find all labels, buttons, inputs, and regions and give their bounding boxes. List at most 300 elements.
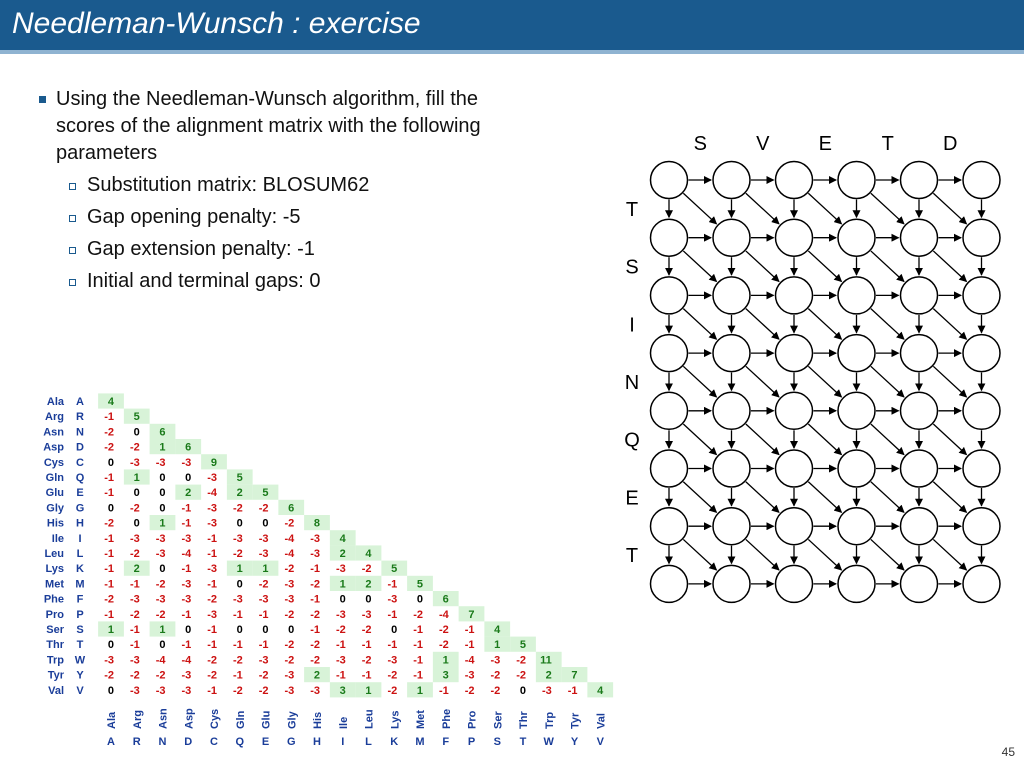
left-sequence-letter: T — [625, 198, 639, 221]
matrix-cell: -3 — [207, 517, 217, 530]
matrix-cell: -2 — [207, 654, 217, 667]
row-label-one: R — [76, 411, 84, 424]
matrix-cell: 0 — [159, 639, 166, 652]
graph-node — [901, 508, 938, 545]
left-sequence-letter: S — [625, 256, 639, 279]
matrix-cell: -3 — [155, 532, 166, 545]
sub-bullet-text: Gap opening penalty: -5 — [87, 206, 301, 228]
diagonal-arrow — [808, 482, 841, 513]
matrix-cell: -3 — [207, 472, 217, 484]
graph-node — [776, 450, 813, 487]
matrix-cell: -1 — [104, 608, 114, 621]
matrix-cell: -3 — [310, 532, 320, 545]
matrix-cell: -1 — [232, 608, 243, 621]
graph-node — [776, 335, 813, 372]
matrix-cell: -2 — [310, 578, 320, 591]
graph-node — [963, 565, 1000, 602]
matrix-cell: -1 — [335, 639, 346, 652]
left-sequence-letter: I — [629, 314, 635, 337]
col-label-one: C — [210, 736, 218, 748]
graph-node — [963, 277, 1000, 314]
matrix-cell: 0 — [159, 472, 166, 484]
matrix-cell: -3 — [310, 684, 320, 697]
graph-node — [651, 219, 688, 256]
row-label-one: F — [76, 593, 84, 606]
matrix-cell: 0 — [365, 593, 372, 606]
matrix-cell: 5 — [262, 487, 269, 500]
col-label-three: Val — [595, 713, 608, 729]
matrix-cell: -2 — [155, 669, 166, 682]
matrix-cell: -2 — [438, 624, 449, 636]
graph-node — [901, 277, 938, 314]
graph-node — [838, 277, 875, 314]
matrix-cell: 0 — [107, 639, 114, 652]
top-sequence-letter: V — [756, 133, 770, 155]
row-label-one: T — [76, 639, 84, 652]
graph-node — [713, 392, 750, 429]
diagonal-arrow — [933, 539, 966, 570]
diagonal-arrow — [933, 424, 966, 455]
matrix-cell: -2 — [284, 654, 295, 667]
top-sequence-letter: D — [943, 133, 958, 155]
matrix-cell: -3 — [207, 502, 217, 515]
graph-node — [963, 450, 1000, 487]
diagonal-arrow — [683, 193, 716, 224]
graph-node — [963, 219, 1000, 256]
matrix-cell: 1 — [236, 563, 243, 576]
diagonal-arrow — [746, 193, 779, 224]
graph-node — [713, 219, 750, 256]
matrix-cell: 6 — [185, 441, 192, 454]
matrix-cell: 1 — [442, 654, 449, 667]
matrix-cell: -2 — [464, 684, 475, 697]
col-label-one: M — [415, 736, 425, 748]
graph-node — [838, 162, 875, 199]
matrix-cell: -2 — [361, 654, 372, 667]
matrix-cell: -1 — [207, 624, 217, 636]
matrix-cell: -2 — [516, 669, 526, 682]
matrix-cell: -1 — [413, 624, 423, 636]
diagonal-arrow — [933, 482, 966, 513]
matrix-cell: -3 — [207, 608, 217, 621]
matrix-cell: -1 — [310, 593, 320, 606]
matrix-cell: 1 — [159, 517, 166, 530]
matrix-cell: -4 — [284, 532, 295, 545]
matrix-cell: 7 — [468, 608, 475, 621]
matrix-cell: -1 — [104, 472, 114, 484]
matrix-cell: 0 — [133, 517, 140, 530]
matrix-cell: -1 — [387, 639, 398, 652]
matrix-cell: -2 — [284, 639, 295, 652]
graph-node — [838, 219, 875, 256]
matrix-cell: -2 — [129, 502, 140, 515]
row-label-three: His — [46, 517, 64, 530]
graph-node — [651, 277, 688, 314]
col-label-one: Y — [570, 736, 579, 748]
graph-node — [713, 508, 750, 545]
matrix-cell: 0 — [159, 487, 166, 500]
col-label-three: Tyr — [569, 712, 582, 729]
matrix-cell: -1 — [258, 608, 269, 621]
matrix-cell: 5 — [416, 578, 423, 591]
col-label-one: N — [158, 736, 167, 748]
row-label-one: V — [76, 684, 84, 697]
row-label-one: H — [76, 517, 84, 530]
matrix-cell: -1 — [207, 548, 217, 560]
matrix-cell: 0 — [107, 456, 114, 469]
row-label-one: E — [76, 487, 84, 500]
row-label-three: Ala — [46, 396, 64, 408]
graph-node — [651, 162, 688, 199]
matrix-cell: -1 — [567, 684, 578, 697]
row-label-one: K — [76, 563, 84, 576]
diagonal-arrow — [933, 193, 966, 224]
row-label-three: Leu — [44, 548, 64, 560]
matrix-cell: -3 — [232, 593, 243, 606]
graph-node — [651, 450, 688, 487]
row-label-three: Tyr — [47, 669, 64, 682]
matrix-cell: -2 — [104, 517, 114, 530]
matrix-cell: 0 — [236, 578, 243, 591]
graph-node — [963, 392, 1000, 429]
col-label-three: Gln — [234, 710, 247, 729]
matrix-cell: -3 — [181, 684, 192, 697]
matrix-cell: 0 — [236, 517, 243, 530]
matrix-cell: 9 — [210, 456, 217, 469]
matrix-cell: -2 — [258, 669, 269, 682]
matrix-cell: -4 — [207, 487, 217, 500]
left-sequence-letter: N — [624, 371, 640, 394]
row-label-three: Arg — [45, 411, 64, 424]
row-label-three: Gln — [45, 472, 64, 484]
graph-node — [901, 335, 938, 372]
matrix-cell: -1 — [207, 639, 217, 652]
matrix-cell: -2 — [361, 563, 372, 576]
graph-node — [838, 392, 875, 429]
col-label-one: G — [286, 736, 296, 748]
matrix-cell: -3 — [129, 593, 140, 606]
matrix-cell: -2 — [284, 517, 295, 530]
graph-node — [651, 392, 688, 429]
matrix-cell: -2 — [258, 684, 269, 697]
matrix-cell: -3 — [129, 456, 140, 469]
matrix-cell: -2 — [258, 578, 269, 591]
col-label-one: K — [390, 736, 399, 748]
diagonal-arrow — [683, 482, 716, 513]
matrix-cell: -3 — [387, 593, 398, 606]
matrix-cell: -1 — [387, 578, 398, 591]
matrix-cell: -1 — [181, 517, 192, 530]
matrix-cell: -3 — [104, 654, 114, 667]
matrix-cell: 0 — [159, 502, 166, 515]
row-label-three: Thr — [46, 639, 64, 652]
matrix-cell: -3 — [207, 563, 217, 576]
matrix-cell: 11 — [540, 654, 552, 667]
diagonal-arrow — [683, 366, 716, 397]
graph-node — [651, 565, 688, 602]
matrix-cell: 2 — [185, 487, 192, 500]
matrix-cell: -3 — [181, 532, 192, 545]
matrix-cell: -4 — [155, 654, 166, 667]
diagonal-arrow — [871, 539, 904, 570]
diagonal-arrow — [746, 482, 779, 513]
matrix-cell: 3 — [339, 684, 346, 697]
matrix-cell: -1 — [181, 608, 192, 621]
col-label-three: Met — [415, 710, 427, 729]
matrix-cell: 1 — [339, 578, 346, 591]
graph-node — [713, 162, 750, 199]
matrix-cell: -3 — [387, 654, 398, 667]
matrix-cell: -3 — [181, 593, 192, 606]
matrix-cell: -3 — [541, 684, 552, 697]
matrix-cell: -1 — [438, 684, 449, 697]
row-label-three: Phe — [43, 593, 64, 606]
matrix-cell: -2 — [413, 608, 423, 621]
matrix-cell: -2 — [438, 639, 449, 652]
matrix-cell: -1 — [387, 608, 398, 621]
diagonal-arrow — [808, 309, 841, 340]
top-sequence-letter: E — [818, 133, 832, 155]
matrix-cell: -2 — [232, 548, 243, 560]
matrix-cell: 6 — [442, 593, 449, 606]
matrix-cell: 0 — [133, 426, 140, 439]
row-label-three: Gly — [46, 502, 64, 515]
matrix-cell: 1 — [133, 472, 140, 484]
matrix-cell: -3 — [284, 684, 295, 697]
matrix-cell: -4 — [464, 654, 475, 667]
matrix-cell: -3 — [155, 456, 166, 469]
matrix-cell: -2 — [284, 608, 295, 621]
diagonal-arrow — [746, 539, 779, 570]
matrix-cell: 2 — [545, 669, 552, 682]
col-label-one: E — [261, 736, 270, 748]
matrix-cell: -2 — [387, 684, 398, 697]
diagonal-arrow — [746, 366, 779, 397]
matrix-cell: -2 — [232, 502, 243, 515]
matrix-cell: -2 — [232, 654, 243, 667]
diagonal-arrow — [808, 424, 841, 455]
matrix-cell: 0 — [339, 593, 346, 606]
diagonal-arrow — [871, 366, 904, 397]
left-sequence-letter: T — [625, 545, 639, 568]
matrix-cell: 0 — [159, 563, 166, 576]
row-label-one: S — [76, 624, 84, 636]
diagonal-arrow — [871, 482, 904, 513]
page-number: 45 — [1001, 745, 1015, 759]
matrix-cell: -1 — [413, 639, 423, 652]
matrix-cell: -1 — [232, 639, 243, 652]
graph-node — [901, 392, 938, 429]
matrix-cell: 0 — [107, 684, 114, 697]
left-sequence-letter: Q — [624, 429, 640, 452]
col-label-three: His — [312, 711, 324, 729]
graph-node — [838, 565, 875, 602]
col-label-three: Leu — [363, 709, 376, 729]
matrix-cell: 0 — [416, 593, 423, 606]
matrix-cell: 7 — [571, 669, 578, 682]
matrix-cell: -3 — [181, 669, 192, 682]
sub-bullet-text: Substitution matrix: BLOSUM62 — [87, 174, 370, 196]
matrix-cell: -1 — [361, 669, 372, 682]
matrix-cell: -2 — [155, 578, 166, 591]
matrix-cell: -2 — [387, 669, 398, 682]
matrix-cell: -2 — [258, 502, 269, 515]
row-label-one: Q — [75, 472, 85, 484]
matrix-cell: 4 — [597, 684, 604, 697]
matrix-cell: -2 — [207, 593, 217, 606]
matrix-cell: -1 — [232, 669, 243, 682]
row-label-one: W — [74, 654, 86, 667]
matrix-cell: -1 — [129, 624, 140, 636]
matrix-cell: 0 — [133, 487, 140, 500]
row-label-one: P — [76, 608, 84, 621]
matrix-cell: -3 — [464, 669, 475, 682]
matrix-cell: -2 — [310, 608, 320, 621]
row-label-three: Cys — [43, 456, 64, 469]
matrix-cell: 5 — [236, 472, 243, 484]
row-label-three: Ser — [46, 624, 64, 636]
matrix-cell: -1 — [104, 487, 114, 500]
graph-node — [713, 565, 750, 602]
matrix-cell: -2 — [104, 426, 114, 439]
matrix-cell: -1 — [104, 563, 114, 576]
graph-node — [713, 450, 750, 487]
diagonal-arrow — [683, 424, 716, 455]
graph-node — [651, 335, 688, 372]
diagonal-arrow — [808, 366, 841, 397]
matrix-cell: -3 — [284, 578, 295, 591]
matrix-cell: -1 — [104, 411, 114, 424]
diagonal-arrow — [871, 309, 904, 340]
col-label-one: R — [132, 736, 141, 748]
col-label-one: S — [493, 736, 501, 748]
matrix-cell: -2 — [490, 684, 501, 697]
matrix-cell: -3 — [155, 684, 166, 697]
sub-bullet-text: Initial and terminal gaps: 0 — [87, 270, 321, 292]
col-label-three: Gly — [286, 711, 299, 729]
matrix-cell: -1 — [129, 578, 140, 591]
matrix-cell: 1 — [494, 639, 501, 652]
row-label-three: Asp — [43, 441, 64, 454]
matrix-cell: -3 — [129, 532, 140, 545]
matrix-cell: 2 — [236, 487, 243, 500]
matrix-cell: -2 — [104, 593, 114, 606]
row-label-three: Met — [45, 578, 64, 591]
matrix-cell: -3 — [335, 654, 346, 667]
diagonal-arrow — [746, 251, 779, 282]
graph-node — [901, 219, 938, 256]
graph-node — [963, 162, 1000, 199]
matrix-cell: -4 — [181, 654, 192, 667]
col-label-one: V — [596, 736, 604, 748]
col-label-one: P — [467, 736, 476, 748]
graph-node — [901, 162, 938, 199]
matrix-cell: 0 — [107, 502, 114, 515]
matrix-cell: -3 — [129, 654, 140, 667]
matrix-cell: -2 — [129, 669, 140, 682]
slide-title: Needleman-Wunsch : exercise — [12, 7, 421, 40]
col-label-three: Arg — [131, 710, 144, 729]
matrix-cell: -1 — [207, 578, 217, 591]
matrix-cell: 0 — [391, 624, 398, 636]
diagonal-arrow — [683, 539, 716, 570]
row-label-three: Ile — [51, 532, 64, 545]
matrix-cell: 1 — [159, 441, 166, 454]
matrix-cell: -2 — [155, 608, 166, 621]
sub-bullet-text: Gap extension penalty: -1 — [87, 238, 315, 260]
matrix-cell: -2 — [335, 624, 346, 636]
matrix-cell: -3 — [258, 548, 269, 560]
matrix-cell: -1 — [361, 639, 372, 652]
matrix-cell: -2 — [516, 654, 526, 667]
matrix-cell: -3 — [335, 608, 346, 621]
matrix-cell: -3 — [361, 608, 372, 621]
diagonal-arrow — [808, 539, 841, 570]
matrix-cell: 5 — [519, 639, 526, 652]
matrix-cell: 5 — [391, 563, 398, 576]
matrix-cell: 0 — [262, 624, 269, 636]
col-label-three: Glu — [260, 710, 273, 729]
matrix-cell: -1 — [129, 639, 140, 652]
col-label-one: L — [365, 736, 372, 748]
col-label-one: D — [184, 736, 193, 748]
matrix-cell: -3 — [155, 548, 166, 560]
diagonal-arrow — [933, 309, 966, 340]
row-label-one: M — [75, 578, 85, 591]
matrix-cell: -3 — [181, 456, 192, 469]
row-label-three: Asn — [43, 426, 64, 439]
graph-node — [963, 335, 1000, 372]
matrix-cell: 1 — [159, 624, 166, 636]
row-label-one: N — [76, 426, 84, 439]
matrix-cell: 0 — [236, 624, 243, 636]
col-label-one: F — [442, 736, 450, 748]
matrix-cell: -2 — [104, 441, 114, 454]
graph-node — [776, 219, 813, 256]
matrix-cell: -2 — [490, 669, 501, 682]
col-label-one: Q — [235, 736, 245, 748]
matrix-cell: -1 — [310, 624, 320, 636]
matrix-cell: -1 — [464, 639, 475, 652]
row-label-one: C — [76, 456, 84, 469]
matrix-cell: 1 — [416, 684, 423, 697]
matrix-cell: 2 — [133, 563, 140, 576]
matrix-cell: -3 — [258, 654, 269, 667]
graph-node — [901, 565, 938, 602]
diagonal-arrow — [871, 193, 904, 224]
diagonal-arrow — [808, 251, 841, 282]
matrix-cell: -3 — [181, 578, 192, 591]
matrix-cell: -2 — [207, 669, 217, 682]
col-label-three: Asn — [157, 708, 170, 729]
matrix-cell: -1 — [181, 563, 192, 576]
matrix-cell: -4 — [438, 608, 449, 621]
matrix-cell: -1 — [104, 548, 114, 560]
matrix-cell: -3 — [284, 593, 295, 606]
matrix-cell: -3 — [258, 532, 269, 545]
matrix-cell: -1 — [104, 532, 114, 545]
row-label-one: I — [78, 532, 82, 545]
graph-node — [776, 565, 813, 602]
graph-node — [901, 450, 938, 487]
matrix-cell: -3 — [490, 654, 501, 667]
matrix-cell: -2 — [129, 608, 140, 621]
matrix-cell: 0 — [519, 684, 526, 697]
col-label-three: Trp — [543, 711, 556, 729]
left-sequence-letter: E — [625, 487, 639, 510]
diagonal-arrow — [746, 309, 779, 340]
matrix-cell: -4 — [181, 548, 192, 560]
